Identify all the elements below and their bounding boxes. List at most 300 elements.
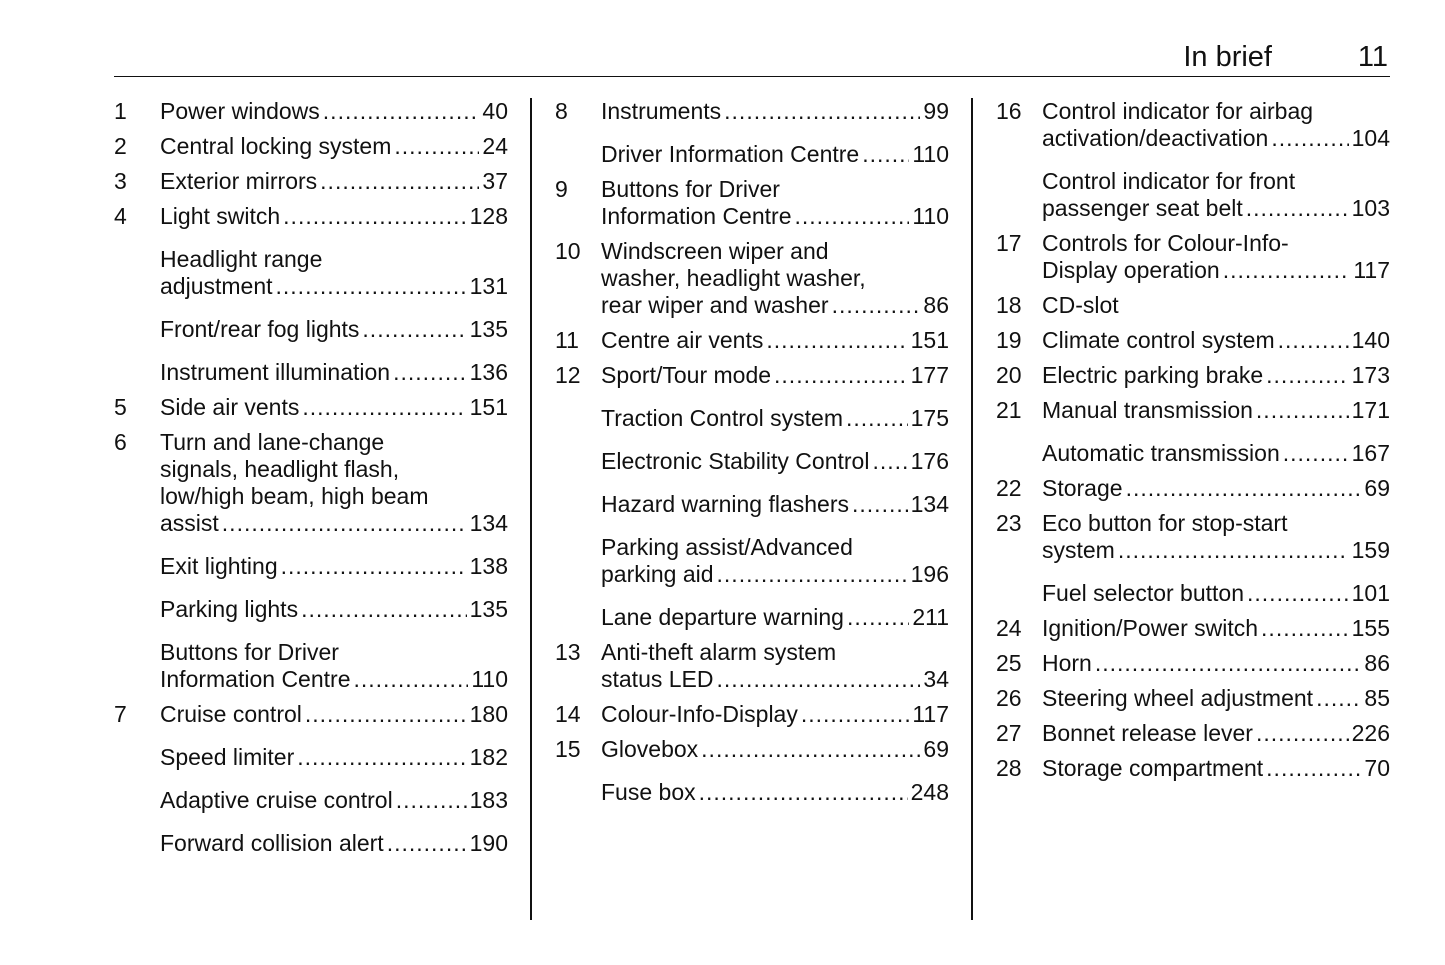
- entry-title: Fuse box: [601, 779, 696, 805]
- entry-text-line: Turn and lane-change: [160, 429, 385, 455]
- dot-leader: [862, 141, 909, 168]
- page-reference[interactable]: 183: [469, 787, 508, 813]
- entry-last-line: [160, 666, 508, 693]
- entry-number: 27: [996, 720, 1022, 746]
- page-reference[interactable]: 167: [1351, 440, 1390, 466]
- index-entry: [996, 475, 1390, 502]
- entry-number: 5: [114, 394, 127, 420]
- entry-number: 24: [996, 615, 1022, 641]
- entry-number: 16: [996, 98, 1022, 124]
- index-entry: [996, 580, 1390, 607]
- dot-leader: [281, 553, 467, 580]
- page-reference[interactable]: 110: [471, 666, 508, 692]
- entry-last-line: [160, 316, 508, 343]
- entry-last-line: [1042, 362, 1390, 389]
- index-entry: [114, 429, 508, 537]
- entry-title: Centre air vents: [601, 327, 764, 353]
- dot-leader: [794, 203, 909, 230]
- entry-body: [160, 744, 508, 771]
- dot-leader: [394, 133, 479, 160]
- dot-leader: [1095, 650, 1362, 677]
- entry-last-line: [601, 736, 949, 763]
- entry-text-line: low/high beam, high beam: [160, 483, 429, 509]
- page-reference[interactable]: 103: [1351, 195, 1390, 221]
- page-reference[interactable]: 134: [910, 491, 949, 517]
- entry-body: [601, 779, 949, 806]
- entry-body: [1042, 720, 1390, 747]
- entry-last-line: [160, 596, 508, 623]
- dot-leader: [801, 701, 909, 728]
- page-reference[interactable]: 159: [1351, 537, 1390, 563]
- page-reference[interactable]: 140: [1351, 327, 1390, 353]
- entry-body: [1042, 510, 1390, 564]
- entry-body: [1042, 168, 1390, 222]
- page-reference[interactable]: 226: [1351, 720, 1390, 746]
- index-entry: [555, 176, 949, 230]
- entry-body: [601, 736, 949, 763]
- dot-leader: [1283, 440, 1349, 467]
- page-reference[interactable]: 135: [469, 596, 508, 622]
- entry-body: [601, 238, 949, 319]
- entry-title: Information Centre: [160, 666, 351, 692]
- index-entry: [555, 779, 949, 806]
- entry-number: 28: [996, 755, 1022, 781]
- entry-last-line: [1042, 580, 1390, 607]
- entry-number: 12: [555, 362, 581, 388]
- dot-leader: [1246, 195, 1349, 222]
- entry-last-line: [601, 491, 949, 518]
- entry-number: 17: [996, 230, 1022, 256]
- page-reference[interactable]: 177: [910, 362, 949, 388]
- entry-number: 3: [114, 168, 127, 194]
- entry-title: Parking lights: [160, 596, 299, 622]
- entry-number: 14: [555, 701, 581, 727]
- page-reference[interactable]: 171: [1351, 397, 1390, 423]
- index-entry: [555, 141, 949, 168]
- index-entry: [555, 448, 949, 475]
- page-reference[interactable]: 131: [469, 273, 508, 299]
- entry-body: [601, 604, 949, 631]
- index-entry: [996, 397, 1390, 424]
- entry-number: 20: [996, 362, 1022, 388]
- entry-number: 7: [114, 701, 127, 727]
- entry-number: 13: [555, 639, 581, 665]
- entry-number: 10: [555, 238, 581, 264]
- page-reference[interactable]: 24: [482, 133, 508, 159]
- entry-last-line: [160, 830, 508, 857]
- index-entry: [555, 491, 949, 518]
- entry-title: status LED: [601, 666, 714, 692]
- entry-body: [1042, 98, 1390, 152]
- entry-body: [601, 701, 949, 728]
- entry-body: [1042, 362, 1390, 389]
- page-reference[interactable]: 101: [1351, 580, 1390, 606]
- page-reference[interactable]: 70: [1364, 755, 1390, 781]
- entry-body: [601, 327, 949, 354]
- entry-number: 1: [114, 98, 127, 124]
- page-reference[interactable]: 190: [469, 830, 508, 856]
- entry-body: [1042, 475, 1390, 502]
- entry-title: Speed limiter: [160, 744, 295, 770]
- page-reference[interactable]: 136: [469, 359, 508, 385]
- dot-leader: [1271, 125, 1348, 152]
- index-entry: [114, 203, 508, 230]
- page-reference[interactable]: 176: [910, 448, 949, 474]
- entry-title: Electric parking brake: [1042, 362, 1264, 388]
- page-reference[interactable]: 151: [469, 394, 508, 420]
- entry-text-line: Headlight range: [160, 246, 323, 272]
- dot-leader: [320, 168, 479, 195]
- page-number: 11: [1357, 41, 1388, 73]
- entry-body: [601, 534, 949, 588]
- entry-title: Forward collision alert: [160, 830, 384, 856]
- index-entry: [555, 604, 949, 631]
- dot-leader: [1118, 537, 1349, 564]
- dot-leader: [852, 491, 908, 518]
- page-reference[interactable]: 151: [910, 327, 949, 353]
- entry-text-line: Buttons for Driver: [601, 176, 780, 202]
- entry-title: Side air vents: [160, 394, 300, 420]
- entry-last-line: [160, 394, 508, 421]
- index-entry: [996, 650, 1390, 677]
- entry-last-line: [1042, 195, 1390, 222]
- entry-last-line: [160, 553, 508, 580]
- index-entry: [996, 292, 1390, 319]
- entry-title: Electronic Stability Control: [601, 448, 870, 474]
- entry-last-line: [1042, 615, 1390, 642]
- entry-body: [160, 553, 508, 580]
- entry-body: [160, 394, 508, 421]
- entry-title: Power windows: [160, 98, 320, 124]
- entry-body: [601, 405, 949, 432]
- dot-leader: [1247, 580, 1349, 607]
- index-entry: [114, 133, 508, 160]
- entry-title: Steering wheel adjustment: [1042, 685, 1314, 711]
- entry-title: Fuel selector button: [1042, 580, 1245, 606]
- section-title: In brief: [1183, 41, 1272, 73]
- entry-title: Horn: [1042, 650, 1092, 676]
- page-reference[interactable]: 117: [1353, 257, 1390, 283]
- entry-last-line: [1042, 685, 1390, 712]
- entry-body: [160, 359, 508, 386]
- entry-number: 11: [555, 327, 579, 353]
- page-reference[interactable]: 85: [1364, 685, 1390, 711]
- index-entry: [555, 534, 949, 588]
- entry-body: [601, 141, 949, 168]
- page-reference[interactable]: 69: [923, 736, 949, 762]
- entry-number: 15: [555, 736, 581, 762]
- index-entry: [555, 736, 949, 763]
- index-entry: [114, 553, 508, 580]
- index-entry: [555, 98, 949, 125]
- page-reference[interactable]: 37: [482, 168, 508, 194]
- index-entry: [114, 98, 508, 125]
- page-reference[interactable]: 182: [469, 744, 508, 770]
- index-entry: [996, 230, 1390, 284]
- page-reference[interactable]: 155: [1351, 615, 1390, 641]
- entry-title: Information Centre: [601, 203, 792, 229]
- page-reference[interactable]: 173: [1351, 362, 1390, 388]
- page-reference[interactable]: 117: [912, 701, 949, 727]
- entry-number: 2: [114, 133, 127, 159]
- entry-last-line: [601, 203, 949, 230]
- entry-title: Adaptive cruise control: [160, 787, 393, 813]
- page-reference[interactable]: 110: [912, 203, 949, 229]
- index-entry: [996, 327, 1390, 354]
- entry-body: [601, 448, 949, 475]
- page-reference[interactable]: 138: [469, 553, 508, 579]
- index-entry: [114, 639, 508, 693]
- entry-text-line: Buttons for Driver: [160, 639, 339, 665]
- dot-leader: [323, 98, 480, 125]
- index-entry: [114, 394, 508, 421]
- entry-text-line: Controls for Colour-Info-: [1042, 230, 1289, 256]
- entry-body: [160, 246, 508, 300]
- entry-title: Central locking system: [160, 133, 392, 159]
- entry-last-line: [160, 98, 508, 125]
- entry-last-line: [601, 327, 949, 354]
- entry-last-line: [160, 510, 508, 537]
- index-entry: [114, 787, 508, 814]
- index-entry: [555, 327, 949, 354]
- column-3: [996, 98, 1390, 782]
- index-entry: [555, 405, 949, 432]
- entry-body: [1042, 327, 1390, 354]
- entry-body: [601, 362, 949, 389]
- dot-leader: [766, 327, 907, 354]
- page-reference[interactable]: 211: [912, 604, 949, 630]
- entry-last-line: [1042, 125, 1390, 152]
- entry-title: Glovebox: [601, 736, 699, 762]
- entry-body: [160, 98, 508, 125]
- entry-last-line: [601, 405, 949, 432]
- entry-last-line: [1042, 475, 1390, 502]
- entry-text-line: Control indicator for airbag: [1042, 98, 1314, 124]
- index-entry: [555, 639, 949, 693]
- entry-body: [160, 639, 508, 693]
- entry-body: [1042, 292, 1390, 319]
- entry-last-line: [1042, 537, 1390, 564]
- entry-title: Cruise control: [160, 701, 302, 727]
- entry-number: 9: [555, 176, 568, 202]
- entry-body: [160, 701, 508, 728]
- entry-title: Instrument illumination: [160, 359, 391, 385]
- entry-body: [601, 176, 949, 230]
- entry-title: CD-slot: [1042, 292, 1119, 318]
- index-entry: [555, 701, 949, 728]
- page-reference[interactable]: 180: [469, 701, 508, 727]
- entry-last-line: [1042, 650, 1390, 677]
- entry-title: Bonnet release lever: [1042, 720, 1253, 746]
- dot-leader: [387, 830, 467, 857]
- entry-last-line: [1042, 327, 1390, 354]
- page-header: [114, 38, 1390, 76]
- page-reference[interactable]: 34: [923, 666, 949, 692]
- entry-body: [160, 133, 508, 160]
- dot-leader: [1256, 720, 1349, 747]
- dot-leader: [724, 98, 920, 125]
- index-entry: [996, 98, 1390, 152]
- index-entry: [996, 440, 1390, 467]
- entry-title: Sport/Tour mode: [601, 362, 772, 388]
- index-entry: [996, 362, 1390, 389]
- entry-body: [160, 596, 508, 623]
- entry-title: activation/deactivation: [1042, 125, 1269, 151]
- entry-text-line: Parking assist/Advanced: [601, 534, 853, 560]
- entry-title: Storage: [1042, 475, 1123, 501]
- entry-body: [601, 639, 949, 693]
- entry-body: [1042, 650, 1390, 677]
- entry-last-line: [601, 604, 949, 631]
- page-reference[interactable]: 86: [1364, 650, 1390, 676]
- entry-title: Lane departure warning: [601, 604, 844, 630]
- entry-body: [1042, 397, 1390, 424]
- entry-body: [160, 203, 508, 230]
- entry-last-line: [601, 448, 949, 475]
- entry-last-line: [1042, 257, 1390, 284]
- entry-text-line: Anti-theft alarm system: [601, 639, 837, 665]
- entry-body: [1042, 230, 1390, 284]
- column-1: [114, 98, 508, 857]
- dot-leader: [847, 604, 909, 631]
- entry-body: [160, 830, 508, 857]
- entry-body: [601, 491, 949, 518]
- entry-body: [1042, 615, 1390, 642]
- entry-last-line: [160, 133, 508, 160]
- entry-last-line: [601, 141, 949, 168]
- page-reference[interactable]: 248: [910, 779, 949, 805]
- entry-last-line: [160, 273, 508, 300]
- entry-title: Driver Information Centre: [601, 141, 860, 167]
- entry-body: [1042, 755, 1390, 782]
- entry-text-line: Control indicator for front: [1042, 168, 1296, 194]
- index-entry: [996, 168, 1390, 222]
- entry-last-line: [601, 292, 949, 319]
- dot-leader: [297, 744, 466, 771]
- page-reference[interactable]: 104: [1351, 125, 1390, 151]
- column-divider: [971, 98, 973, 920]
- page-reference[interactable]: 69: [1364, 475, 1390, 501]
- dot-leader: [701, 736, 920, 763]
- page-reference[interactable]: 196: [910, 561, 949, 587]
- entry-title: adjustment: [160, 273, 273, 299]
- index-entry: [996, 615, 1390, 642]
- entry-title: Manual transmission: [1042, 397, 1253, 423]
- entry-last-line: [601, 561, 949, 588]
- entry-title: Exit lighting: [160, 553, 278, 579]
- index-entry: [996, 685, 1390, 712]
- entry-body: [1042, 685, 1390, 712]
- entry-title: Exterior mirrors: [160, 168, 318, 194]
- page-reference[interactable]: 110: [912, 141, 949, 167]
- page-reference[interactable]: 40: [482, 98, 508, 124]
- dot-leader: [276, 273, 467, 300]
- page-reference[interactable]: 86: [923, 292, 949, 318]
- dot-leader: [301, 596, 467, 623]
- dot-leader: [222, 510, 467, 537]
- column-divider: [530, 98, 532, 920]
- entry-title: Traction Control system: [601, 405, 843, 431]
- entry-title: Light switch: [160, 203, 281, 229]
- index-entry: [996, 720, 1390, 747]
- entry-number: 4: [114, 203, 127, 229]
- entry-number: 26: [996, 685, 1022, 711]
- page-reference[interactable]: 99: [923, 98, 949, 124]
- entry-number: 8: [555, 98, 568, 124]
- entry-text-line: Windscreen wiper and: [601, 238, 829, 264]
- entry-last-line: [160, 359, 508, 386]
- page-reference[interactable]: 175: [910, 405, 949, 431]
- index-entry: [114, 316, 508, 343]
- entry-body: [160, 429, 508, 537]
- entry-body: [601, 98, 949, 125]
- entry-last-line: [160, 168, 508, 195]
- dot-leader: [1278, 327, 1349, 354]
- header-rule: [114, 76, 1390, 77]
- index-entry: [996, 510, 1390, 564]
- page-reference[interactable]: 135: [469, 316, 508, 342]
- page-reference[interactable]: 128: [469, 203, 508, 229]
- entry-text-line: washer, headlight washer,: [601, 265, 866, 291]
- entry-last-line: [601, 98, 949, 125]
- entry-last-line: [160, 701, 508, 728]
- dot-leader: [283, 203, 466, 230]
- column-2: [555, 98, 949, 806]
- entry-title: Ignition/Power switch: [1042, 615, 1259, 641]
- entry-text-line: Eco button for stop-start: [1042, 510, 1288, 536]
- entry-title: rear wiper and washer: [601, 292, 829, 318]
- entry-body: [160, 168, 508, 195]
- dot-leader: [393, 359, 467, 386]
- dot-leader: [699, 779, 908, 806]
- dot-leader: [1261, 615, 1349, 642]
- page-reference[interactable]: 134: [469, 510, 508, 536]
- dot-leader: [1266, 755, 1361, 782]
- dot-leader: [1266, 362, 1348, 389]
- dot-leader: [774, 362, 908, 389]
- entry-last-line: [601, 362, 949, 389]
- index-entry: [996, 755, 1390, 782]
- entry-title: Front/rear fog lights: [160, 316, 360, 342]
- entry-number: 22: [996, 475, 1022, 501]
- index-entry: [114, 701, 508, 728]
- dot-leader: [1126, 475, 1362, 502]
- entry-title: parking aid: [601, 561, 714, 587]
- dot-leader: [362, 316, 466, 343]
- index-entry: [555, 238, 949, 319]
- dot-leader: [396, 787, 467, 814]
- entry-body: [1042, 580, 1390, 607]
- entry-last-line: [1042, 755, 1390, 782]
- entry-body: [160, 316, 508, 343]
- entry-last-line: [1042, 292, 1390, 319]
- entry-last-line: [601, 701, 949, 728]
- dot-leader: [717, 666, 921, 693]
- entry-number: 6: [114, 429, 127, 455]
- entry-title: Colour-Info-Display: [601, 701, 798, 727]
- entry-last-line: [160, 787, 508, 814]
- dot-leader: [1223, 257, 1351, 284]
- entry-number: 23: [996, 510, 1022, 536]
- index-entry: [114, 359, 508, 386]
- dot-leader: [846, 405, 908, 432]
- entry-last-line: [601, 666, 949, 693]
- entry-body: [160, 787, 508, 814]
- entry-title: assist: [160, 510, 219, 536]
- index-entry: [114, 744, 508, 771]
- dot-leader: [305, 701, 467, 728]
- dot-leader: [717, 561, 908, 588]
